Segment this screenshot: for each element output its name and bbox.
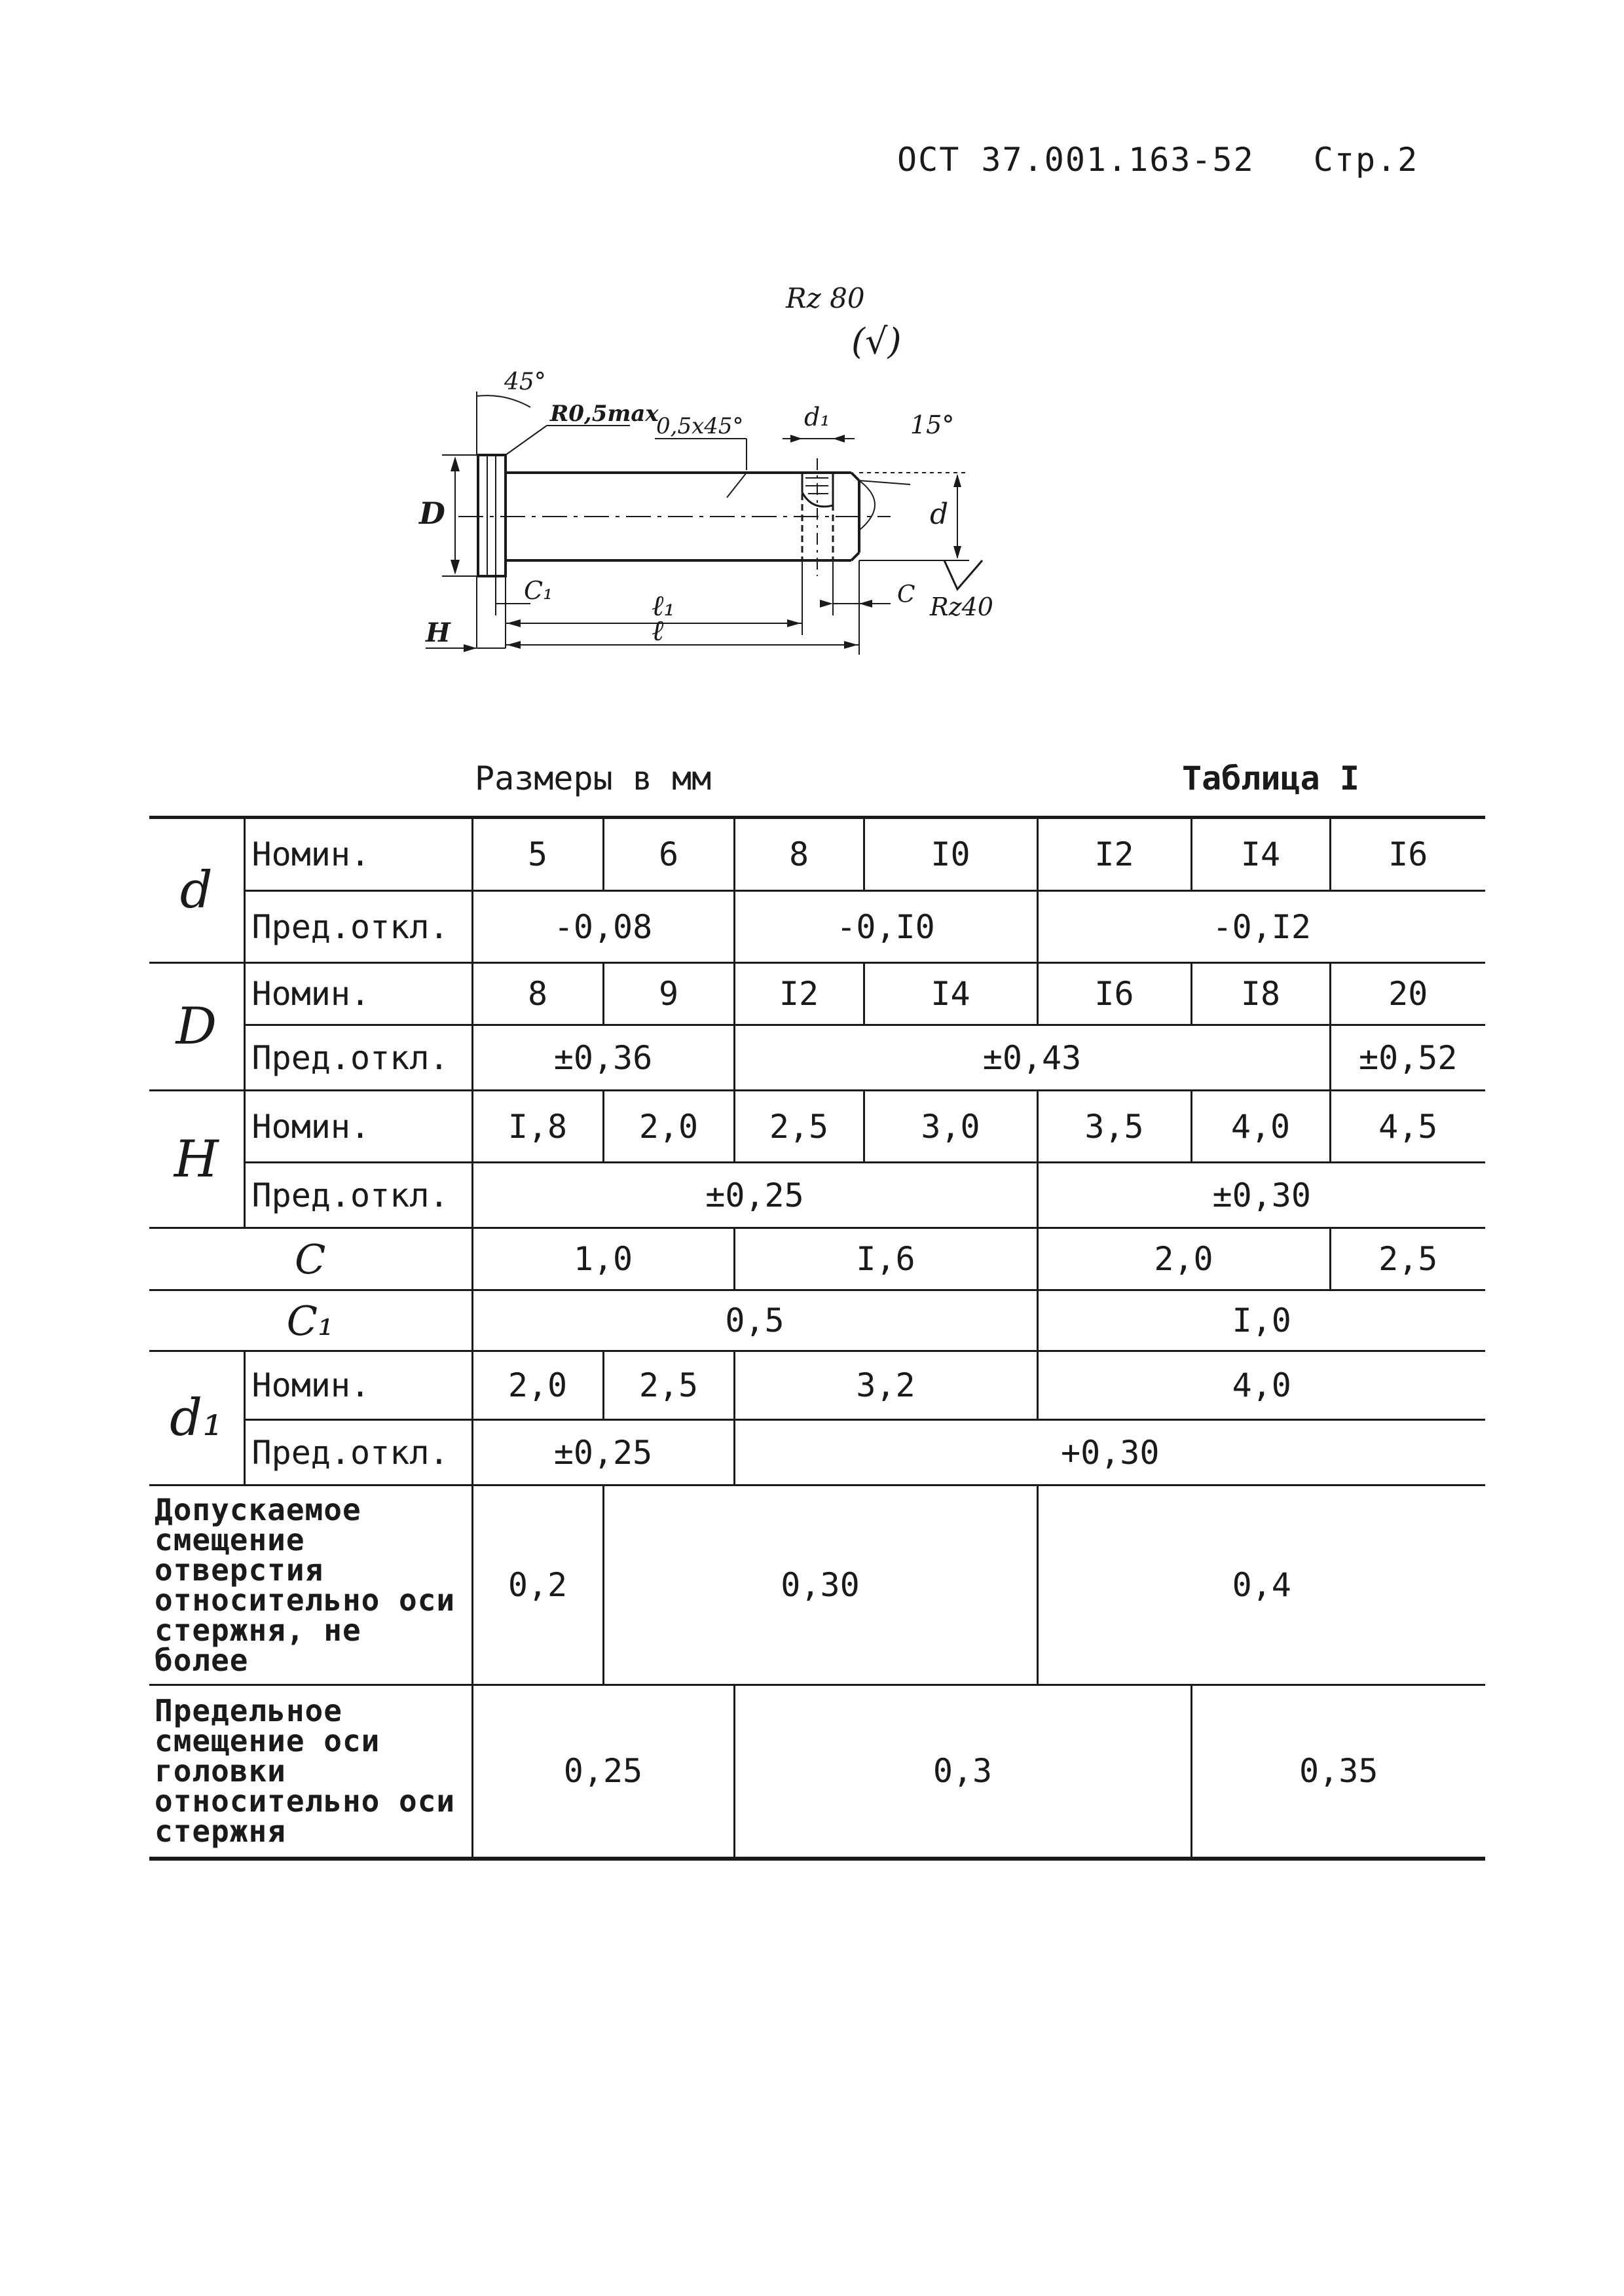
table-cell: I8 — [1191, 963, 1330, 1025]
table-cell: -0,08 — [472, 891, 734, 963]
roughness-paren-label: (√) — [851, 321, 902, 362]
table-row — [149, 1420, 1485, 1485]
tolerance-label: Пред.откл. — [244, 1025, 472, 1091]
page-header — [897, 141, 1418, 179]
pin-head — [478, 455, 506, 576]
head-offset-label: Предельное смещение оси головки относительно оси стержня — [149, 1685, 472, 1859]
tolerance-label: Пред.откл. — [244, 1420, 472, 1485]
hole-offset-label: Допускаемое смещение отверстия относительно оси стержня, не более — [149, 1485, 472, 1685]
C-label: C — [897, 581, 915, 608]
table-cell: 3,2 — [734, 1351, 1037, 1420]
symbol-C: C — [149, 1228, 472, 1290]
angle-45-label: 45° — [504, 369, 546, 395]
table-cell: -0,I2 — [1037, 891, 1485, 963]
table-cell: 5 — [472, 818, 603, 891]
table-cell: 2,0 — [472, 1351, 603, 1420]
d1-label: d₁ — [804, 403, 830, 431]
table-cell: I2 — [734, 963, 864, 1025]
table-cell: I,6 — [734, 1228, 1037, 1290]
table-cell: ±0,43 — [734, 1025, 1330, 1091]
table-cell: 0,35 — [1191, 1685, 1485, 1859]
nominal-label: Номин. — [244, 1091, 472, 1163]
nominal-label: Номин. — [244, 1351, 472, 1420]
nominal-label: Номин. — [244, 818, 472, 891]
document-code: ОСТ 37.001.163-52 — [897, 141, 1255, 179]
units-note: Размеры в мм — [475, 759, 712, 797]
table-cell: 20 — [1330, 963, 1485, 1025]
table-cell: 3,0 — [864, 1091, 1037, 1163]
table-cell: I2 — [1037, 818, 1191, 891]
table-cell: 9 — [603, 963, 734, 1025]
table-cell: 4,0 — [1191, 1091, 1330, 1163]
table-row — [149, 891, 1485, 963]
table-cell: 2,5 — [1330, 1228, 1485, 1290]
table-row — [149, 1163, 1485, 1228]
C1-label: C₁ — [524, 576, 553, 605]
table-cell: 2,5 — [603, 1351, 734, 1420]
table-cell: I0 — [864, 818, 1037, 891]
D-label: D — [419, 496, 445, 531]
dimensions-table — [149, 816, 1485, 1861]
l-label: ℓ — [652, 614, 664, 647]
table-cell: ±0,25 — [472, 1163, 1037, 1228]
table-row — [149, 963, 1485, 1025]
table-cell: -0,I0 — [734, 891, 1037, 963]
table-cell: 0,5 — [472, 1290, 1037, 1351]
table-cell: 0,30 — [603, 1485, 1037, 1685]
roughness-right-label: Rz40 — [930, 592, 993, 621]
table-cell: 2,0 — [603, 1091, 734, 1163]
tolerance-label: Пред.откл. — [244, 1163, 472, 1228]
roughness-top-label: Rz 80 — [786, 282, 865, 314]
table-cell: 4,5 — [1330, 1091, 1485, 1163]
table-cell: 0,4 — [1037, 1485, 1485, 1685]
table-cell: 8 — [734, 818, 864, 891]
table-cell: 0,2 — [472, 1485, 603, 1685]
symbol-D: D — [149, 963, 244, 1091]
table-cell: I,8 — [472, 1091, 603, 1163]
radius-label: R0,5max — [550, 401, 659, 427]
table-cell: 2,0 — [1037, 1228, 1330, 1290]
H-label: H — [426, 617, 451, 648]
table-cell: 3,5 — [1037, 1091, 1191, 1163]
table-cell: ±0,30 — [1037, 1163, 1485, 1228]
table-cell: +0,30 — [734, 1420, 1485, 1485]
table-cell: I4 — [1191, 818, 1330, 891]
angle-15-label: 15° — [910, 410, 955, 439]
table-cell: 6 — [603, 818, 734, 891]
table-cell: I6 — [1037, 963, 1191, 1025]
table-row — [149, 1091, 1485, 1163]
table-cell: 0,25 — [472, 1685, 734, 1859]
table-row — [149, 1228, 1485, 1290]
table-row — [149, 1351, 1485, 1420]
table-cell: ±0,36 — [472, 1025, 734, 1091]
table-cell: 0,3 — [734, 1685, 1191, 1859]
table-cell: 4,0 — [1037, 1351, 1485, 1420]
table-cell: 1,0 — [472, 1228, 734, 1290]
table-row — [149, 1485, 1485, 1685]
tolerance-label: Пред.откл. — [244, 891, 472, 963]
pin-drawing — [393, 262, 1061, 687]
l1-label: ℓ₁ — [652, 589, 675, 623]
table-row — [149, 1025, 1485, 1091]
table-row — [149, 1290, 1485, 1351]
d-label: d — [930, 498, 949, 531]
table-cell: I6 — [1330, 818, 1485, 891]
table-caption — [0, 759, 1624, 805]
table-cell: I4 — [864, 963, 1037, 1025]
symbol-d: d — [149, 818, 244, 963]
page-number: Стр.2 — [1313, 141, 1419, 179]
chamfer-label: 0,5x45° — [656, 413, 744, 439]
symbol-C1: C₁ — [149, 1290, 472, 1351]
table-title: Таблица I — [1182, 759, 1359, 797]
table-row — [149, 1685, 1485, 1859]
table-cell: 2,5 — [734, 1091, 864, 1163]
symbol-d1: d₁ — [149, 1351, 244, 1485]
table-cell: ±0,52 — [1330, 1025, 1485, 1091]
table-cell: 8 — [472, 963, 603, 1025]
table-cell: ±0,25 — [472, 1420, 734, 1485]
symbol-H: H — [149, 1091, 244, 1228]
table-row — [149, 818, 1485, 891]
nominal-label: Номин. — [244, 963, 472, 1025]
table-cell: I,0 — [1037, 1290, 1485, 1351]
